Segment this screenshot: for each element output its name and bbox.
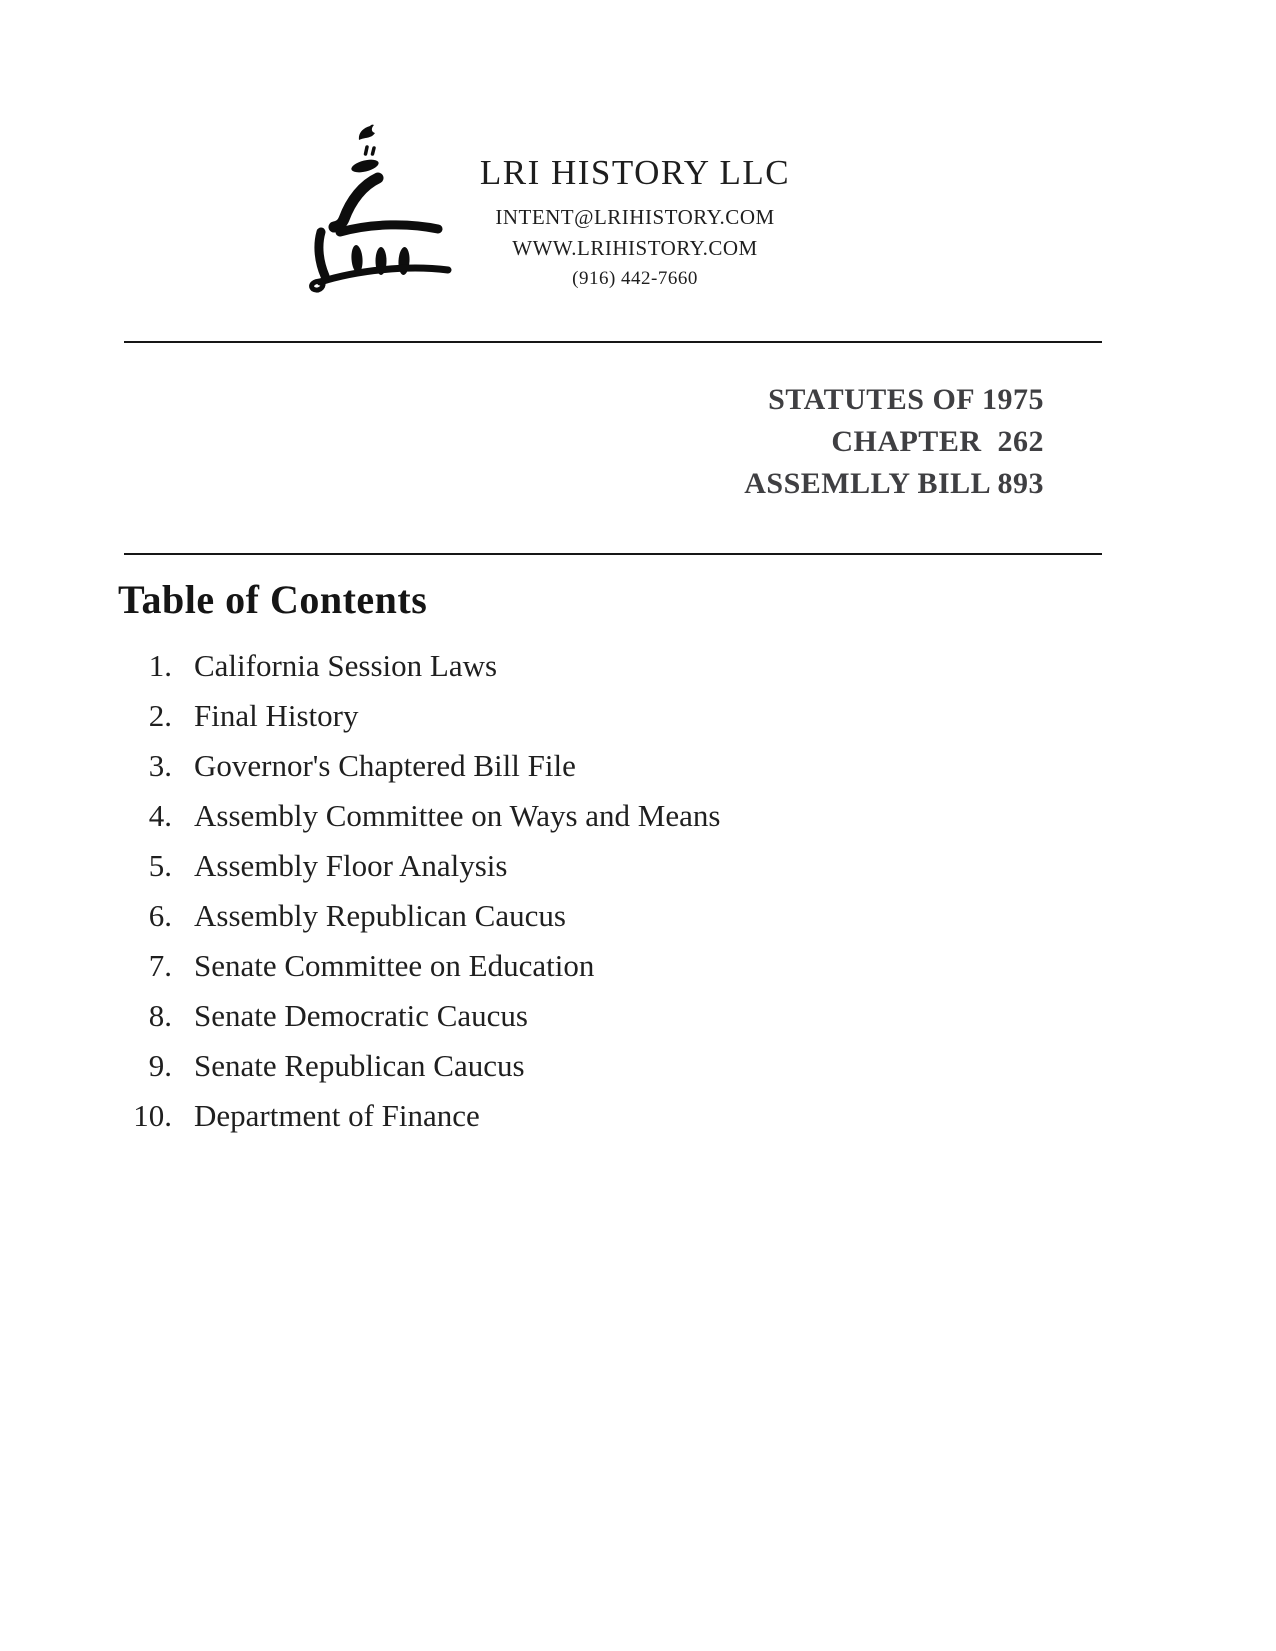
- toc-item: [102, 1091, 720, 1141]
- toc-item-number: 7.: [148, 948, 172, 983]
- toc-item-label: Governor's Chaptered Bill File: [194, 748, 576, 783]
- company-website: WWW.LRIHISTORY.COM: [512, 236, 758, 260]
- company-phone: (916) 442-7660: [572, 268, 698, 289]
- toc-item: [102, 941, 720, 991]
- statutes-line: STATUTES OF 1975: [768, 383, 1044, 416]
- toc-item-number: 5.: [148, 848, 172, 883]
- company-name: LRI HISTORY LLC: [479, 153, 791, 192]
- toc-item: [102, 691, 720, 741]
- toc-item: [102, 641, 720, 691]
- toc-item-label: Senate Democratic Caucus: [194, 998, 528, 1033]
- toc-item-number: 9.: [148, 1048, 172, 1083]
- toc-heading: Table of Contents: [118, 577, 428, 622]
- toc-item: [102, 791, 720, 841]
- horizontal-rule-bottom: [124, 553, 1102, 555]
- toc-item-label: Assembly Republican Caucus: [194, 898, 566, 933]
- toc-item-number: 10.: [133, 1098, 172, 1133]
- letterhead: [420, 152, 850, 294]
- toc-item-number: 6.: [148, 898, 172, 933]
- toc-item: [102, 741, 720, 791]
- toc-item-label: Assembly Floor Analysis: [194, 848, 508, 883]
- company-email: INTENT@LRIHISTORY.COM: [495, 205, 775, 229]
- assembly-bill-line: ASSEMLLY BILL 893: [744, 467, 1044, 500]
- toc-item-number: 1.: [148, 648, 172, 683]
- toc-item: [102, 991, 720, 1041]
- toc-item: [102, 891, 720, 941]
- toc-item-label: Senate Committee on Education: [194, 948, 595, 983]
- statute-title-block: [744, 379, 1044, 505]
- toc-item-number: 3.: [148, 748, 172, 783]
- toc-item: [102, 1041, 720, 1091]
- toc-item-number: 2.: [148, 698, 172, 733]
- toc-item-label: Assembly Committee on Ways and Means: [194, 798, 721, 833]
- chapter-line: CHAPTER 262: [831, 425, 1044, 458]
- toc-item-label: Department of Finance: [194, 1098, 480, 1133]
- toc-item-number: 4.: [148, 798, 172, 833]
- toc-item-label: California Session Laws: [194, 648, 498, 683]
- toc-list: [102, 641, 720, 1141]
- toc-item-label: Senate Republican Caucus: [194, 1048, 525, 1083]
- horizontal-rule-top: [124, 341, 1102, 343]
- toc-item: [102, 841, 720, 891]
- toc-item-label: Final History: [194, 698, 359, 733]
- toc-item-number: 8.: [148, 998, 172, 1033]
